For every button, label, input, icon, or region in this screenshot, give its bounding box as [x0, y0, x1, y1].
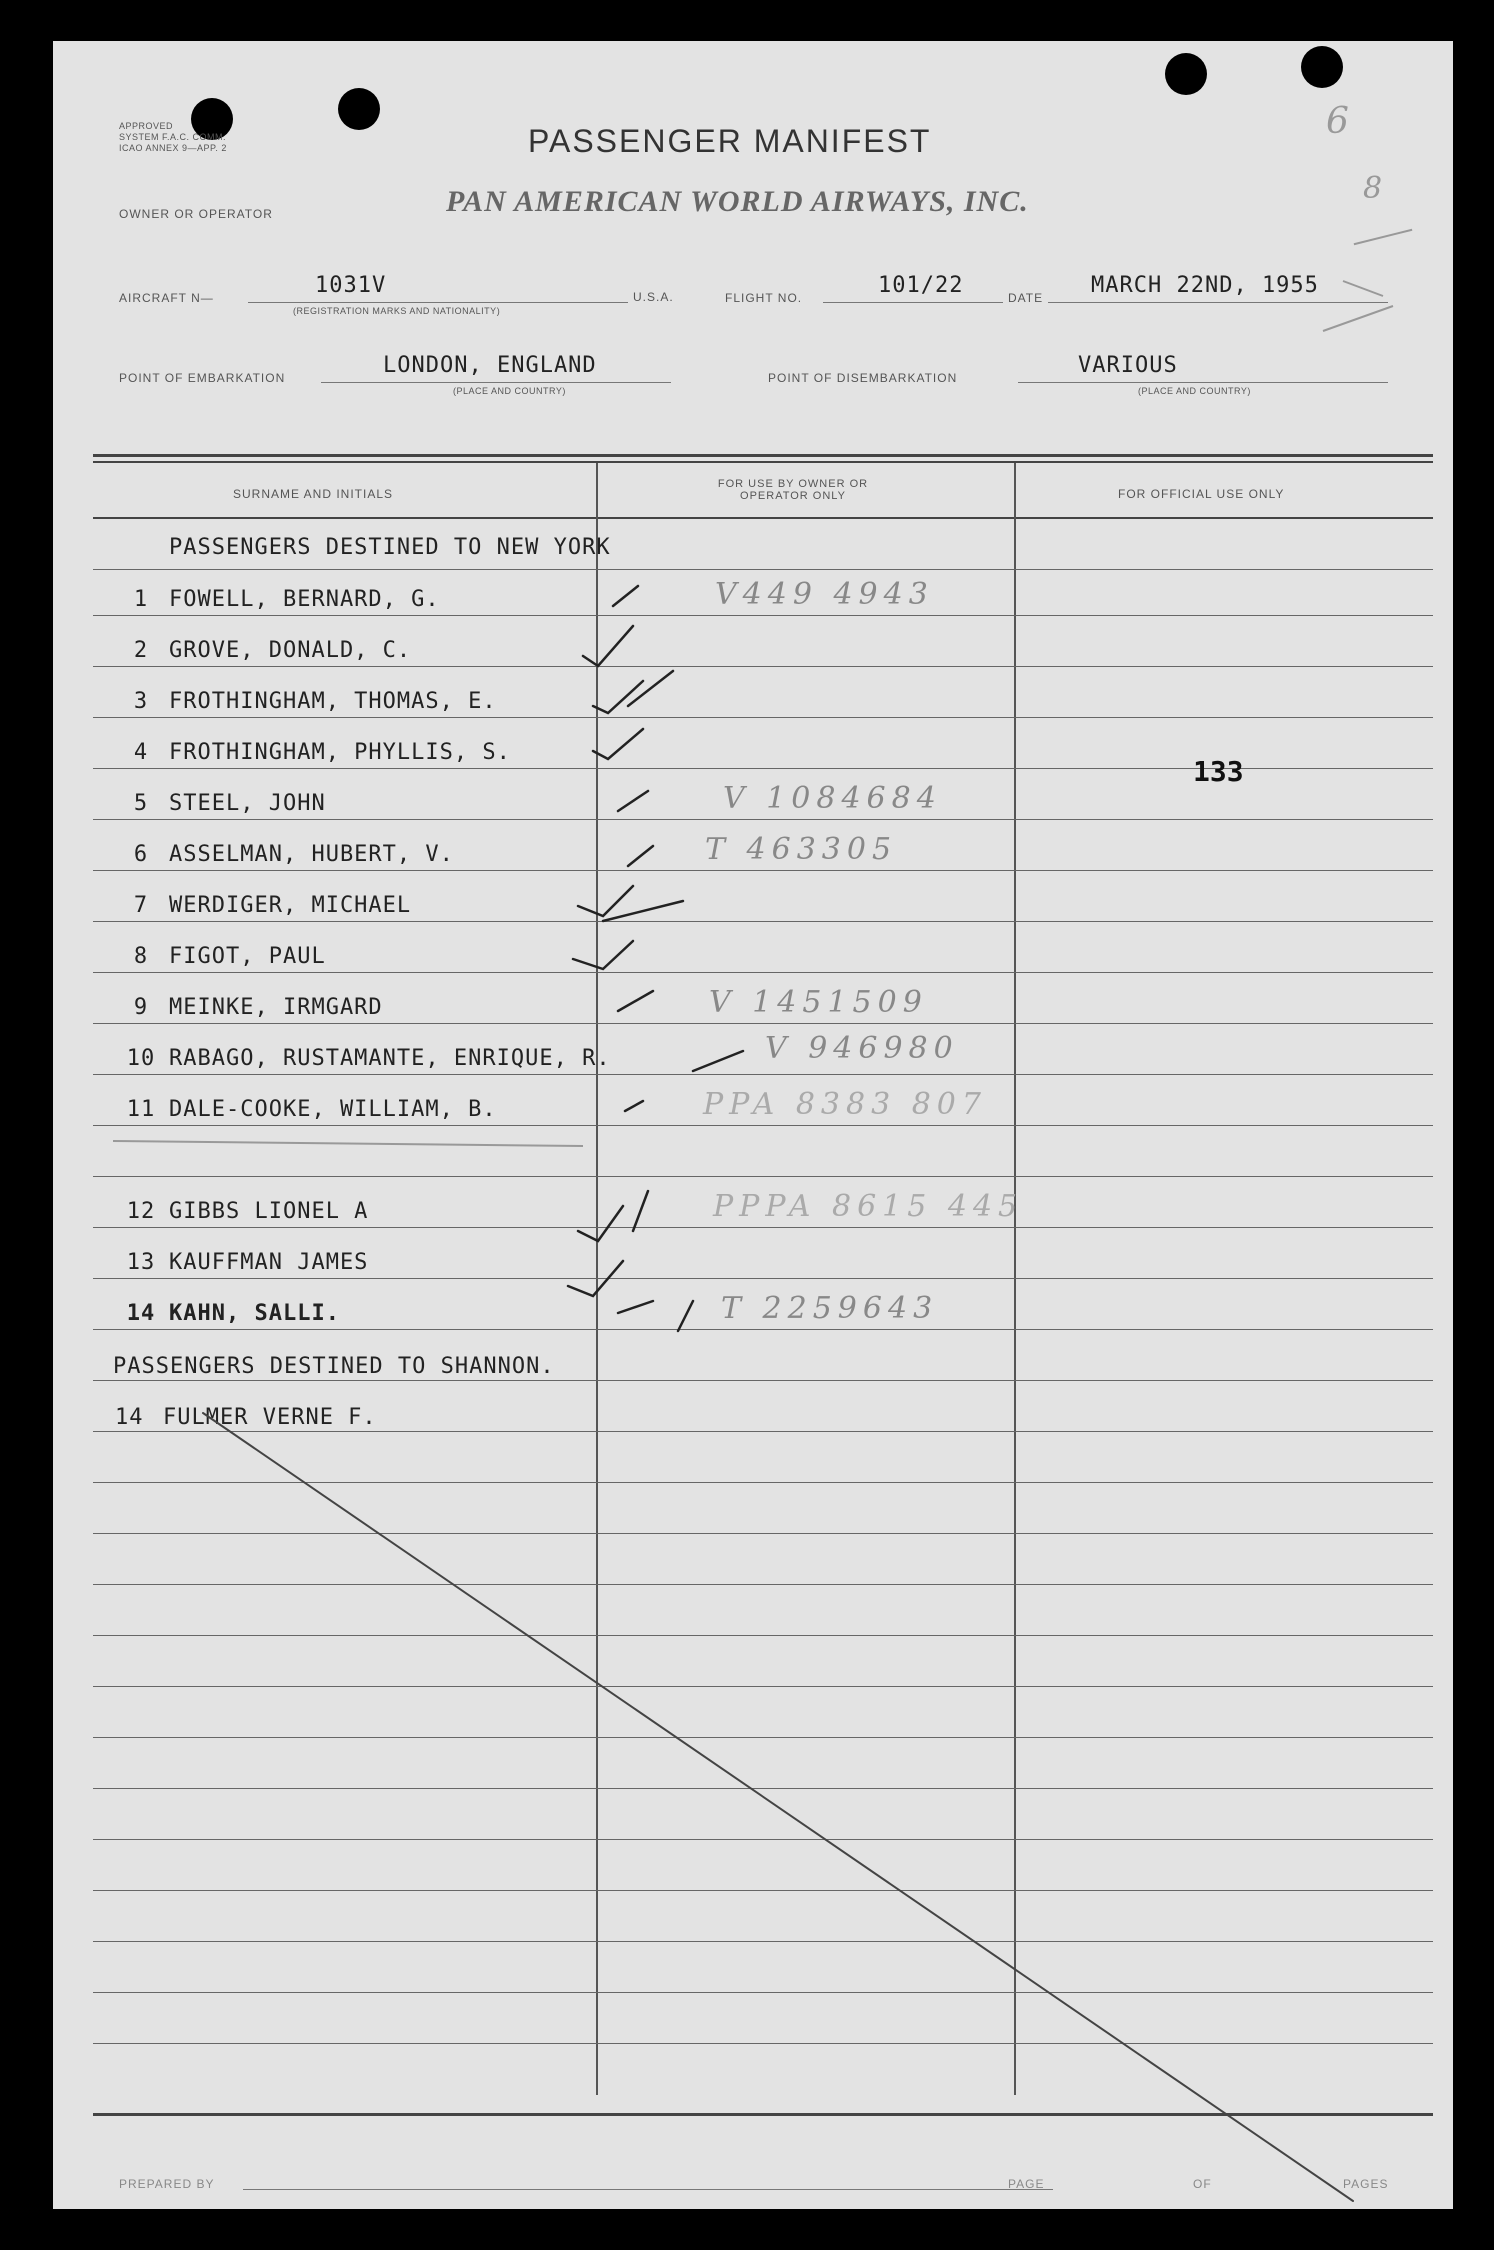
passenger-name: ASSELMAN, HUBERT, V. — [169, 842, 454, 867]
row-line — [93, 569, 1433, 570]
passenger-name: RABAGO, RUSTAMANTE, ENRIQUE, R. — [169, 1046, 611, 1071]
passenger-note: V 946980 — [765, 1031, 959, 1066]
row-line — [93, 1686, 1433, 1687]
passenger-name: KAHN, SALLI. — [169, 1301, 340, 1326]
owner-label: OWNER OR OPERATOR — [119, 207, 273, 221]
column-divider-2 — [1014, 463, 1016, 2095]
passenger-note: T 2259643 — [721, 1291, 939, 1326]
header-rule-bottom — [93, 517, 1433, 519]
passenger-note: PPPA 8615 445 — [713, 1189, 1024, 1224]
row-line — [93, 1431, 1433, 1432]
corner-slash — [1323, 281, 1393, 331]
disembark-value: VARIOUS — [1078, 353, 1178, 378]
check-mark-icon — [693, 1051, 743, 1071]
flight-label: FLIGHT NO. — [725, 291, 803, 305]
row-line — [93, 1023, 1433, 1024]
row-line — [93, 921, 1433, 922]
passenger-number: 14 — [126, 1301, 156, 1326]
row-line — [93, 1839, 1433, 1840]
row-line — [93, 1992, 1433, 1993]
check-mark-icon — [583, 626, 633, 666]
section-new-york: PASSENGERS DESTINED TO NEW YORK — [169, 535, 611, 560]
date-value: MARCH 22ND, 1955 — [1091, 273, 1319, 298]
check-mark-icon — [613, 586, 638, 606]
shannon-passenger-name: FULMER VERNE F. — [163, 1405, 377, 1430]
corner-mark-b: 8 — [1363, 171, 1383, 206]
passenger-number: 6 — [133, 842, 149, 867]
disembark-underline — [1018, 382, 1388, 383]
column-divider-1 — [596, 463, 598, 2095]
manifest-sheet — [53, 41, 1453, 2209]
passenger-number: 5 — [133, 791, 149, 816]
company-name: PAN AMERICAN WORLD AIRWAYS, INC. — [446, 185, 1029, 218]
date-label: DATE — [1008, 291, 1044, 305]
check-mark-icon — [578, 1191, 648, 1241]
flight-value: 101/22 — [878, 273, 964, 298]
diagonal-strike — [203, 1413, 1353, 2201]
passenger-number: 7 — [133, 893, 149, 918]
passenger-number: 13 — [126, 1250, 156, 1275]
row-line — [93, 1227, 1433, 1228]
passenger-number: 12 — [126, 1199, 156, 1224]
footer-pages: PAGES — [1343, 2177, 1389, 2191]
header-rule-2 — [93, 461, 1433, 463]
embark-label: POINT OF EMBARKATION — [119, 371, 286, 385]
passenger-number: 3 — [133, 689, 149, 714]
passenger-number: 9 — [133, 995, 149, 1020]
prepared-underline — [243, 2189, 1053, 2190]
approval-line-3: ICAO ANNEX 9—APP. 2 — [119, 143, 227, 153]
passenger-name: WERDIGER, MICHAEL — [169, 893, 412, 918]
passenger-number: 1 — [133, 587, 149, 612]
embark-place-note: (PLACE AND COUNTRY) — [453, 386, 566, 396]
row-line — [93, 615, 1433, 616]
corner-stroke — [1354, 229, 1413, 245]
check-mark-icon — [625, 1101, 643, 1111]
check-mark-icon — [618, 791, 648, 811]
check-mark-icon — [618, 1301, 693, 1331]
aircraft-value: 1031V — [315, 273, 387, 298]
stamp-number: 133 — [1193, 755, 1244, 788]
passenger-name: FOWELL, BERNARD, G. — [169, 587, 440, 612]
passenger-number: 2 — [133, 638, 149, 663]
row-line — [93, 1278, 1433, 1279]
shannon-passenger-number: 14 — [115, 1405, 144, 1430]
header-rule-top — [93, 454, 1433, 457]
footer-page: PAGE — [1008, 2177, 1045, 2191]
passenger-name: DALE-COOKE, WILLIAM, B. — [169, 1097, 497, 1122]
passenger-name: KAUFFMAN JAMES — [169, 1250, 369, 1275]
check-mark-icon — [578, 886, 683, 921]
row-line — [93, 1482, 1433, 1483]
erased-row-mark — [113, 1141, 583, 1146]
row-line — [93, 972, 1433, 973]
approval-line-1: APPROVED — [119, 121, 174, 131]
passenger-name: GIBBS LIONEL A — [169, 1199, 369, 1224]
passenger-number: 4 — [133, 740, 149, 765]
passenger-name: FROTHINGHAM, PHYLLIS, S. — [169, 740, 511, 765]
row-line — [93, 1533, 1433, 1534]
embark-value: LONDON, ENGLAND — [383, 353, 597, 378]
footer-prepared: PREPARED BY — [119, 2177, 215, 2191]
row-line — [93, 717, 1433, 718]
row-line — [93, 1788, 1433, 1789]
section-shannon: PASSENGERS DESTINED TO SHANNON. — [113, 1354, 555, 1379]
date-underline — [1048, 302, 1388, 303]
passenger-number: 11 — [126, 1097, 156, 1122]
usa-label: U.S.A. — [633, 290, 674, 304]
footer-of: OF — [1193, 2177, 1212, 2191]
passenger-name: STEEL, JOHN — [169, 791, 326, 816]
check-mark-icon — [593, 671, 673, 713]
aircraft-underline — [248, 302, 628, 303]
punch-hole-3 — [1165, 53, 1207, 95]
passenger-note: V 1451509 — [709, 985, 928, 1020]
passenger-name: FIGOT, PAUL — [169, 944, 326, 969]
row-line — [93, 870, 1433, 871]
row-line — [93, 1074, 1433, 1075]
passenger-note: V 1084684 — [723, 781, 942, 816]
row-line — [93, 1125, 1433, 1126]
row-line — [93, 819, 1433, 820]
row-line — [93, 1329, 1433, 1330]
passenger-number: 10 — [126, 1046, 156, 1071]
check-mark-icon — [573, 941, 633, 969]
col-header-owner: FOR USE BY OWNER OR OPERATOR ONLY — [717, 478, 869, 502]
row-line — [93, 666, 1433, 667]
row-line — [93, 1176, 1433, 1177]
aircraft-label: AIRCRAFT N— — [119, 291, 214, 305]
passenger-name: FROTHINGHAM, THOMAS, E. — [169, 689, 497, 714]
page-title: PASSENGER MANIFEST — [528, 123, 932, 159]
row-line — [93, 1584, 1433, 1585]
embark-underline — [321, 382, 671, 383]
punch-hole-2 — [338, 88, 380, 130]
col-header-surname: SURNAME AND INITIALS — [233, 487, 394, 501]
approval-line-2: SYSTEM F.A.C. COMM. — [119, 132, 227, 142]
passenger-name: GROVE, DONALD, C. — [169, 638, 412, 663]
check-mark-icon — [618, 991, 653, 1011]
row-line — [93, 1941, 1433, 1942]
passenger-note: T 463305 — [705, 832, 898, 867]
row-line — [93, 1635, 1433, 1636]
row-line — [93, 1737, 1433, 1738]
corner-mark-a: 6 — [1326, 101, 1349, 142]
punch-hole-4 — [1301, 46, 1343, 88]
footer-rule — [93, 2113, 1433, 2116]
flight-underline — [823, 302, 1003, 303]
registration-note: (REGISTRATION MARKS AND NATIONALITY) — [293, 306, 501, 316]
passenger-note: PPA 8383 807 — [703, 1087, 987, 1122]
passenger-number: 8 — [133, 944, 149, 969]
row-line — [93, 2043, 1433, 2044]
check-mark-icon — [628, 846, 653, 866]
passenger-note: V449 4943 — [715, 577, 934, 612]
disembark-label: POINT OF DISEMBARKATION — [768, 371, 958, 385]
col-header-official: FOR OFFICIAL USE ONLY — [1118, 487, 1285, 501]
passenger-name: MEINKE, IRMGARD — [169, 995, 383, 1020]
disembark-place-note: (PLACE AND COUNTRY) — [1138, 386, 1251, 396]
check-mark-icon — [593, 729, 643, 759]
row-line — [93, 1890, 1433, 1891]
row-line — [93, 1380, 1433, 1381]
